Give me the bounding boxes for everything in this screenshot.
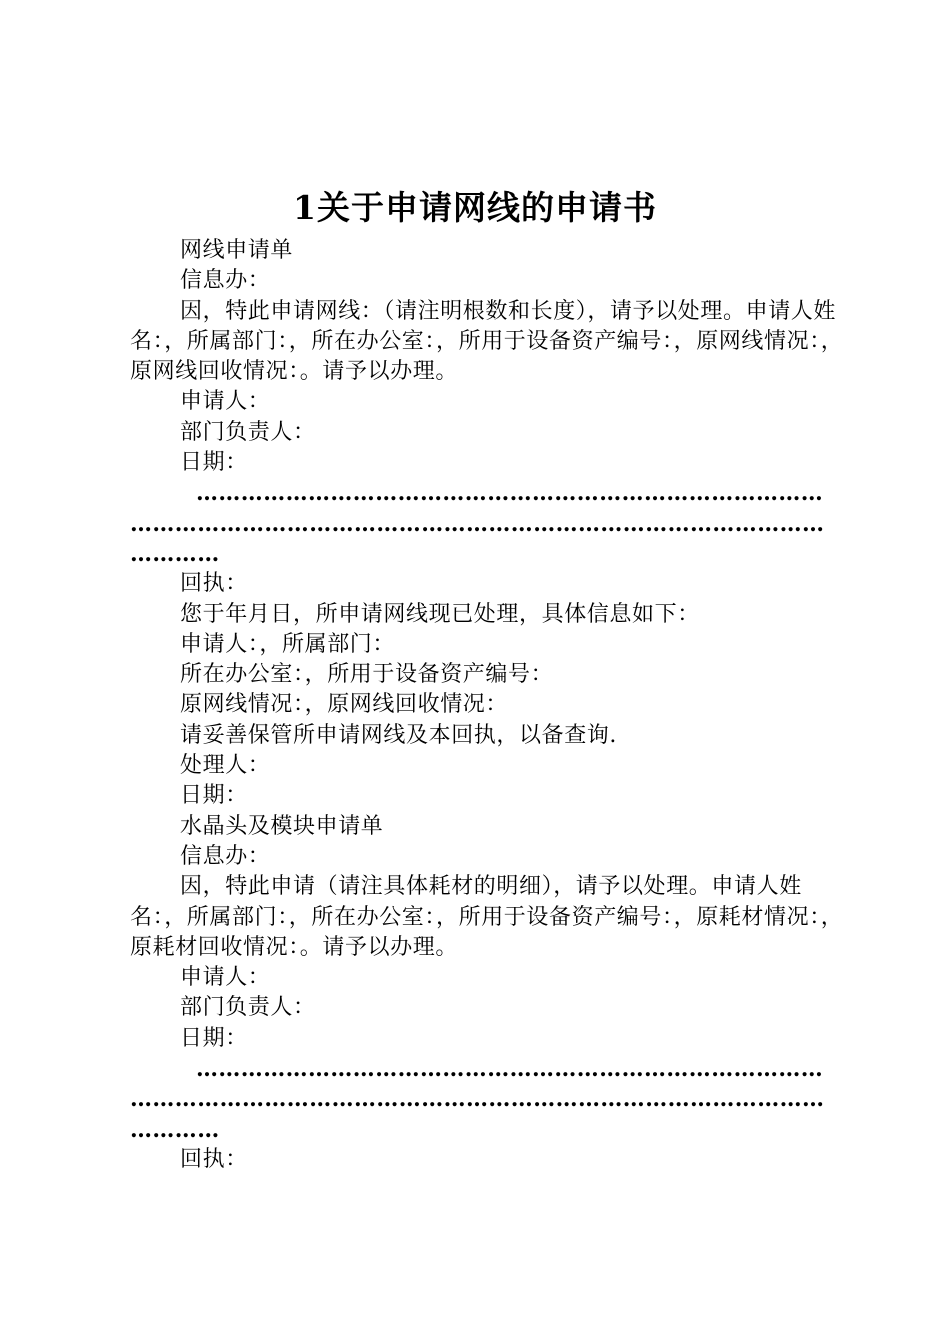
receipt-date-line: 日期： (180, 783, 248, 809)
receipt-original-line: 原网线情况：，原网线回收情况： (180, 692, 509, 718)
receipt-title-2: 回执： (180, 1146, 248, 1172)
document-title: 1关于申请网线的申请书 (293, 188, 657, 227)
request-paragraph-2: 因，特此申请（请注具体耗材的明细），请予以处理。申请人姓名：，所属部门：，所在办公室：，所用于设备资产编号：，原耗材情况：，原耗材回收情况：。请予以办理。 (130, 874, 844, 960)
applicant-line-2: 申请人： (180, 965, 271, 991)
receipt-applicant-line: 申请人：，所属部门： (180, 631, 396, 657)
handler-line: 处理人： (180, 753, 271, 779)
date-line: 日期： (180, 450, 248, 476)
form-title-connector: 水晶头及模块申请单 (180, 813, 384, 839)
dept-head-line: 部门负责人： (180, 419, 316, 445)
receipt-intro: 您于年月日，所申请网线现已处理，具体信息如下： (180, 601, 700, 627)
dept-head-line-2: 部门负责人： (180, 995, 316, 1021)
receipt-title: 回执： (180, 571, 248, 597)
recipient-line: 信息办： (180, 268, 271, 294)
request-paragraph: 因，特此申请网线：（请注明根数和长度），请予以处理。申请人姓名：，所属部门：，所在办公室：，所用于设备资产编号：，原网线情况：，原网线回收情况：。请予以办理。 (130, 298, 844, 385)
recipient-line-2: 信息办： (180, 843, 271, 869)
date-line-2: 日期： (180, 1025, 248, 1051)
document-body (130, 236, 855, 1175)
dotted-separator-2: ……………………………………………………………………………………………………………………………………………………………………… (130, 1056, 825, 1143)
receipt-office-line: 所在办公室：，所用于设备资产编号： (180, 662, 554, 688)
receipt-note: 请妥善保管所申请网线及本回执，以备查询. (180, 722, 617, 748)
applicant-line: 申请人： (180, 389, 271, 415)
dotted-separator: ……………………………………………………………………………………………………………………………………………………………………… (130, 480, 825, 567)
form-title-network-cable: 网线申请单 (180, 238, 294, 263)
